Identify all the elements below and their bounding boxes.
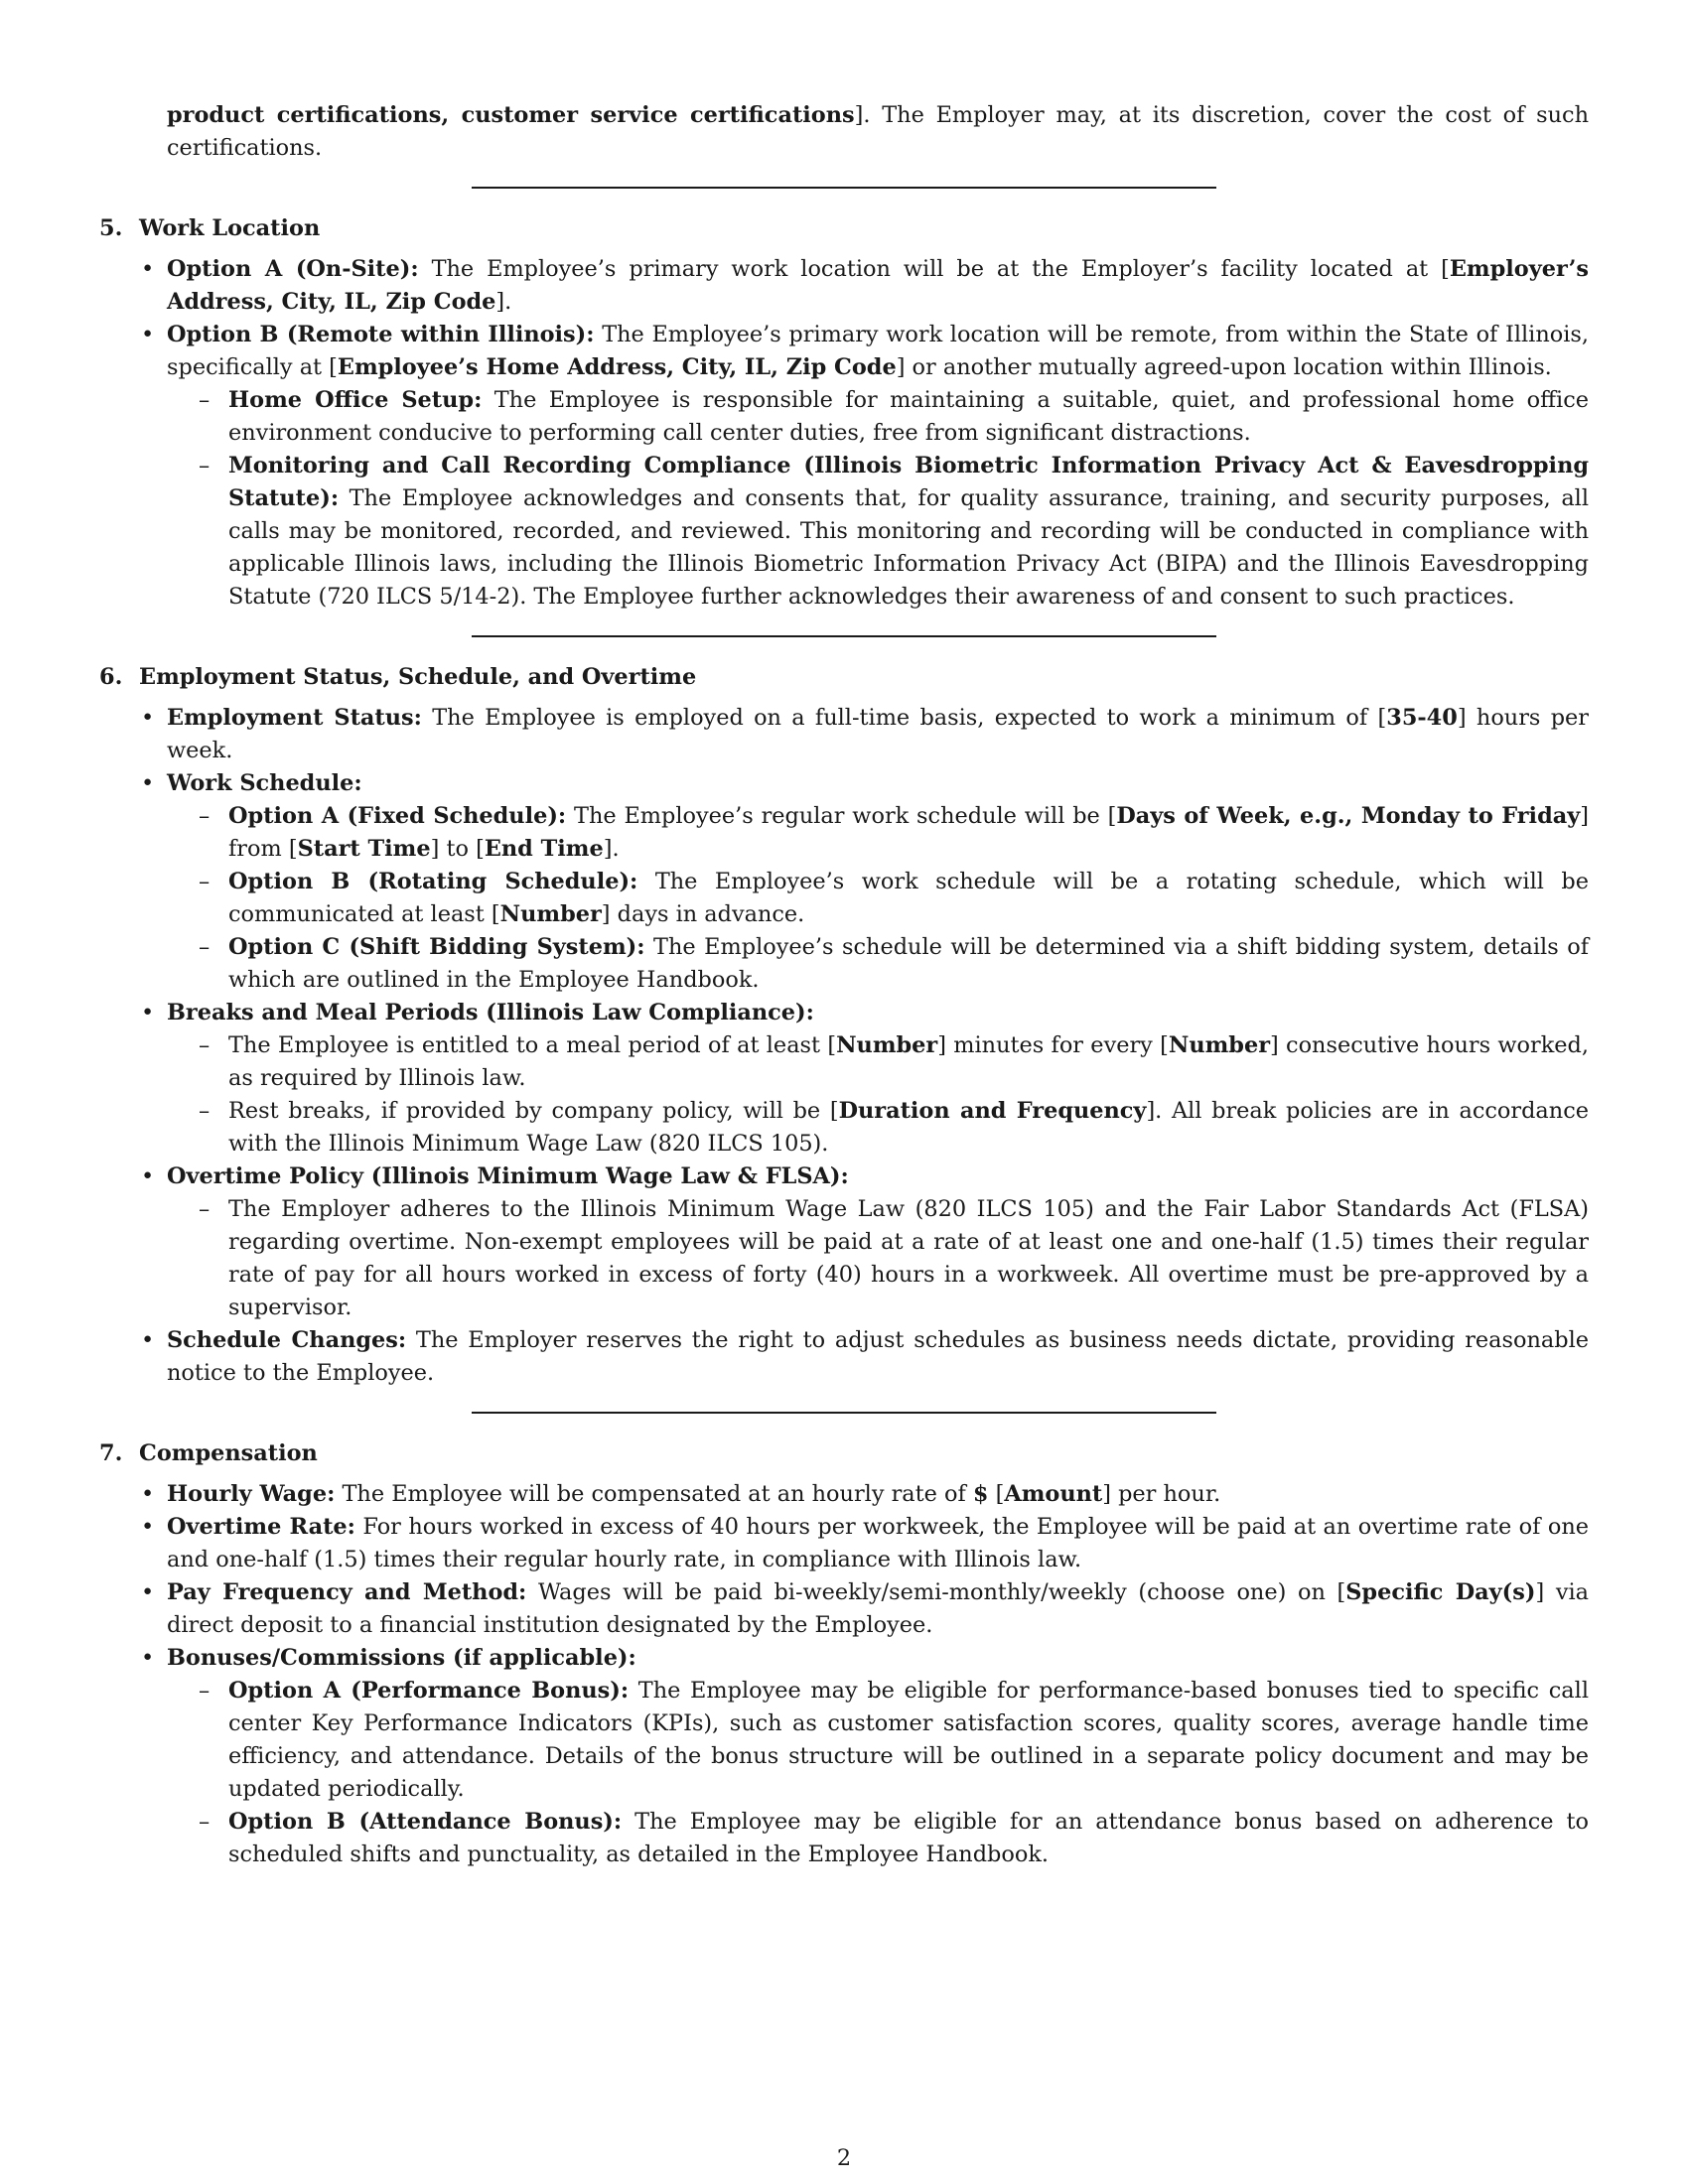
list-item <box>167 319 1589 614</box>
item-text: ]. <box>603 836 620 862</box>
placeholder: End Time <box>484 836 604 862</box>
placeholder: Number <box>1168 1032 1270 1058</box>
item-text: ] hours per week. <box>167 705 1590 763</box>
list-item <box>167 1642 1589 1871</box>
sub-list <box>167 1675 1589 1871</box>
placeholder: Number <box>499 901 602 927</box>
placeholder: 35-40 <box>1386 705 1458 731</box>
list-item <box>167 997 1589 1160</box>
item-text: ] per hour. <box>1102 1481 1221 1507</box>
item-text: Wages will be paid bi-weekly/semi-monthly/weekly (choose one) on [ <box>526 1579 1346 1605</box>
item-text: ] days in advance. <box>601 901 805 927</box>
bullet-list <box>99 702 1589 1390</box>
item-text: The Employee’s work schedule will be a rotating schedule, which will be communicated at least [ <box>228 869 1589 927</box>
item-label: Hourly Wage: <box>167 1481 336 1507</box>
item-label: Option A (On-Site): <box>167 256 419 282</box>
section-number: 5. <box>99 215 123 241</box>
item-text: ] consecutive hours worked, as required by Illinois law. <box>228 1032 1589 1091</box>
item-text: ] from [ <box>228 803 1589 862</box>
placeholder: Number <box>836 1032 938 1058</box>
section-heading <box>99 212 1589 245</box>
sub-list-item <box>228 1806 1589 1871</box>
sub-list-item <box>228 450 1589 614</box>
section-number: 7. <box>99 1440 123 1466</box>
item-text: The Employee acknowledges and consents that, for quality assurance, training, and security purposes, all calls may be monitored, recorded, and reviewed. This monitoring and recording will be conducted in compliance with applicable Illinois laws, including the Illinois Biometric Information Privacy Act (BIPA) and the Illinois Eavesdropping Statute (720 ILCS 5/14-2). The Employee further acknowledges their awareness of and consent to such practices. <box>228 485 1589 610</box>
item-text: ]. <box>495 289 512 315</box>
item-label: Schedule Changes: <box>167 1327 407 1353</box>
item-text: The Employer adheres to the Illinois Minimum Wage Law (820 ILCS 105) and the Fair Labor Standards Act (FLSA) regarding overtime. Non-exempt employees will be paid at a rate of at least one and one-half (1.5) times their regular rate of pay for all hours worked in excess of forty (40) hours in a workweek. All overtime must be pre-approved by a supervisor. <box>228 1196 1589 1320</box>
list-item <box>167 1511 1589 1576</box>
page-content <box>99 99 1589 1871</box>
item-text: ] to [ <box>430 836 485 862</box>
item-text: The Employee is entitled to a meal period of at least [ <box>228 1032 837 1058</box>
placeholder: Employee’s Home Address, City, IL, Zip Code <box>337 354 897 380</box>
item-text: Rest breaks, if provided by company policy, will be [ <box>228 1098 839 1124</box>
item-label: Pay Frequency and Method: <box>167 1579 527 1605</box>
section-heading <box>99 1437 1589 1470</box>
item-label: Option B (Remote within Illinois): <box>167 322 595 347</box>
sub-list-item <box>228 384 1589 450</box>
continuation-bold: product certifications, customer service certifications <box>167 102 855 128</box>
section-employment-status <box>99 661 1589 1390</box>
item-text: ]. All break policies are in accordance with the Illinois Minimum Wage Law (820 ILCS 105). <box>228 1098 1589 1157</box>
item-label: Overtime Policy (Illinois Minimum Wage Law & FLSA): <box>167 1163 849 1189</box>
section-heading <box>99 661 1589 694</box>
list-item <box>167 767 1589 997</box>
continuation-text: ]. The Employer may, at its discretion, cover the cost of such certifications. <box>167 102 1589 161</box>
item-text: The Employee may be eligible for an attendance bonus based on adherence to scheduled shifts and punctuality, as detailed in the Employee Handbook. <box>228 1809 1589 1867</box>
sub-list <box>167 1029 1589 1160</box>
item-label: Option B (Attendance Bonus): <box>228 1809 623 1835</box>
list-item <box>167 253 1589 319</box>
sub-list <box>167 1193 1589 1324</box>
item-label: Bonuses/Commissions (if applicable): <box>167 1645 636 1671</box>
item-text: The Employee will be compensated at an hourly rate of <box>335 1481 973 1507</box>
item-label: Breaks and Meal Periods (Illinois Law Compliance): <box>167 1000 814 1025</box>
item-label: Home Office Setup: <box>228 387 483 413</box>
item-text: The Employee’s schedule will be determined via a shift bidding system, details of which are outlined in the Employee Handbook. <box>228 934 1589 993</box>
list-item <box>167 1576 1589 1642</box>
section-title: Work Location <box>139 215 321 241</box>
section-divider <box>472 187 1216 189</box>
list-item <box>167 702 1589 767</box>
placeholder: Specific Day(s) <box>1345 1579 1536 1605</box>
sub-list-item <box>228 1029 1589 1095</box>
sub-list-item <box>228 1675 1589 1806</box>
page-number: 2 <box>836 2145 852 2171</box>
section-title: Compensation <box>139 1440 318 1466</box>
section-work-location <box>99 212 1589 614</box>
item-text: The Employer reserves the right to adjust schedules as business needs dictate, providing reasonable notice to the Employee. <box>167 1327 1589 1386</box>
currency-symbol: $ <box>972 1481 989 1507</box>
sub-list <box>167 800 1589 997</box>
item-text: The Employee is employed on a full-time basis, expected to work a minimum of [ <box>421 705 1387 731</box>
bullet-list <box>99 1478 1589 1871</box>
item-label: Work Schedule: <box>167 770 362 796</box>
sub-list-item <box>228 931 1589 997</box>
item-text: ] via direct deposit to a financial institution designated by the Employee. <box>167 1579 1589 1638</box>
section-number: 6. <box>99 664 123 690</box>
bullet-list <box>99 253 1589 614</box>
list-item <box>167 1324 1589 1390</box>
placeholder: Employer’s Address, City, IL, Zip Code <box>167 256 1589 315</box>
section-divider <box>472 1412 1216 1414</box>
item-text: The Employee may be eligible for performance-based bonuses tied to specific call center Key Performance Indicators (KPIs), such as customer satisfaction scores, quality scores, average handle time efficiency, and attendance. Details of the bonus structure will be outlined in a separate policy document and may be updated periodically. <box>228 1678 1589 1802</box>
item-label: Overtime Rate: <box>167 1514 355 1540</box>
item-label: Employment Status: <box>167 705 422 731</box>
list-item <box>167 1160 1589 1324</box>
item-text: ] minutes for every [ <box>937 1032 1169 1058</box>
item-text: The Employee’s regular work schedule will be [ <box>566 803 1117 829</box>
list-item <box>167 1478 1589 1511</box>
sub-list-item <box>228 866 1589 931</box>
item-text: The Employee is responsible for maintaining a suitable, quiet, and professional home office environment conducive to performing call center duties, free from significant distractions. <box>228 387 1590 446</box>
continuation-paragraph <box>167 99 1589 165</box>
section-compensation <box>99 1437 1589 1871</box>
placeholder: Duration and Frequency <box>838 1098 1147 1124</box>
sub-list <box>167 384 1589 614</box>
item-label: Monitoring and Call Recording Compliance (Illinois Biometric Information Privacy Act & Eavesdropping Statute): <box>228 453 1589 511</box>
section-divider <box>472 635 1216 637</box>
sub-list-item <box>228 800 1589 866</box>
item-label: Option A (Performance Bonus): <box>228 1678 630 1704</box>
item-label: Option A (Fixed Schedule): <box>228 803 567 829</box>
item-label: Option B (Rotating Schedule): <box>228 869 638 894</box>
section-title: Employment Status, Schedule, and Overtime <box>139 664 697 690</box>
item-text: The Employee’s primary work location will be at the Employer’s facility located at [ <box>418 256 1450 282</box>
item-text: [ <box>988 1481 1005 1507</box>
placeholder: Days of Week, e.g., Monday to Friday <box>1116 803 1581 829</box>
item-label: Option C (Shift Bidding System): <box>228 934 645 960</box>
item-text: ] or another mutually agreed-upon location within Illinois. <box>896 354 1552 380</box>
sub-list-item <box>228 1193 1589 1324</box>
item-text: For hours worked in excess of 40 hours per workweek, the Employee will be paid at an overtime rate of one and one-half (1.5) times their regular hourly rate, in compliance with Illinois law. <box>167 1514 1589 1572</box>
item-text: The Employee’s primary work location will be remote, from within the State of Illinois, specifically at [ <box>167 322 1589 380</box>
sub-list-item <box>228 1095 1589 1160</box>
placeholder: Amount <box>1004 1481 1103 1507</box>
placeholder: Start Time <box>297 836 431 862</box>
